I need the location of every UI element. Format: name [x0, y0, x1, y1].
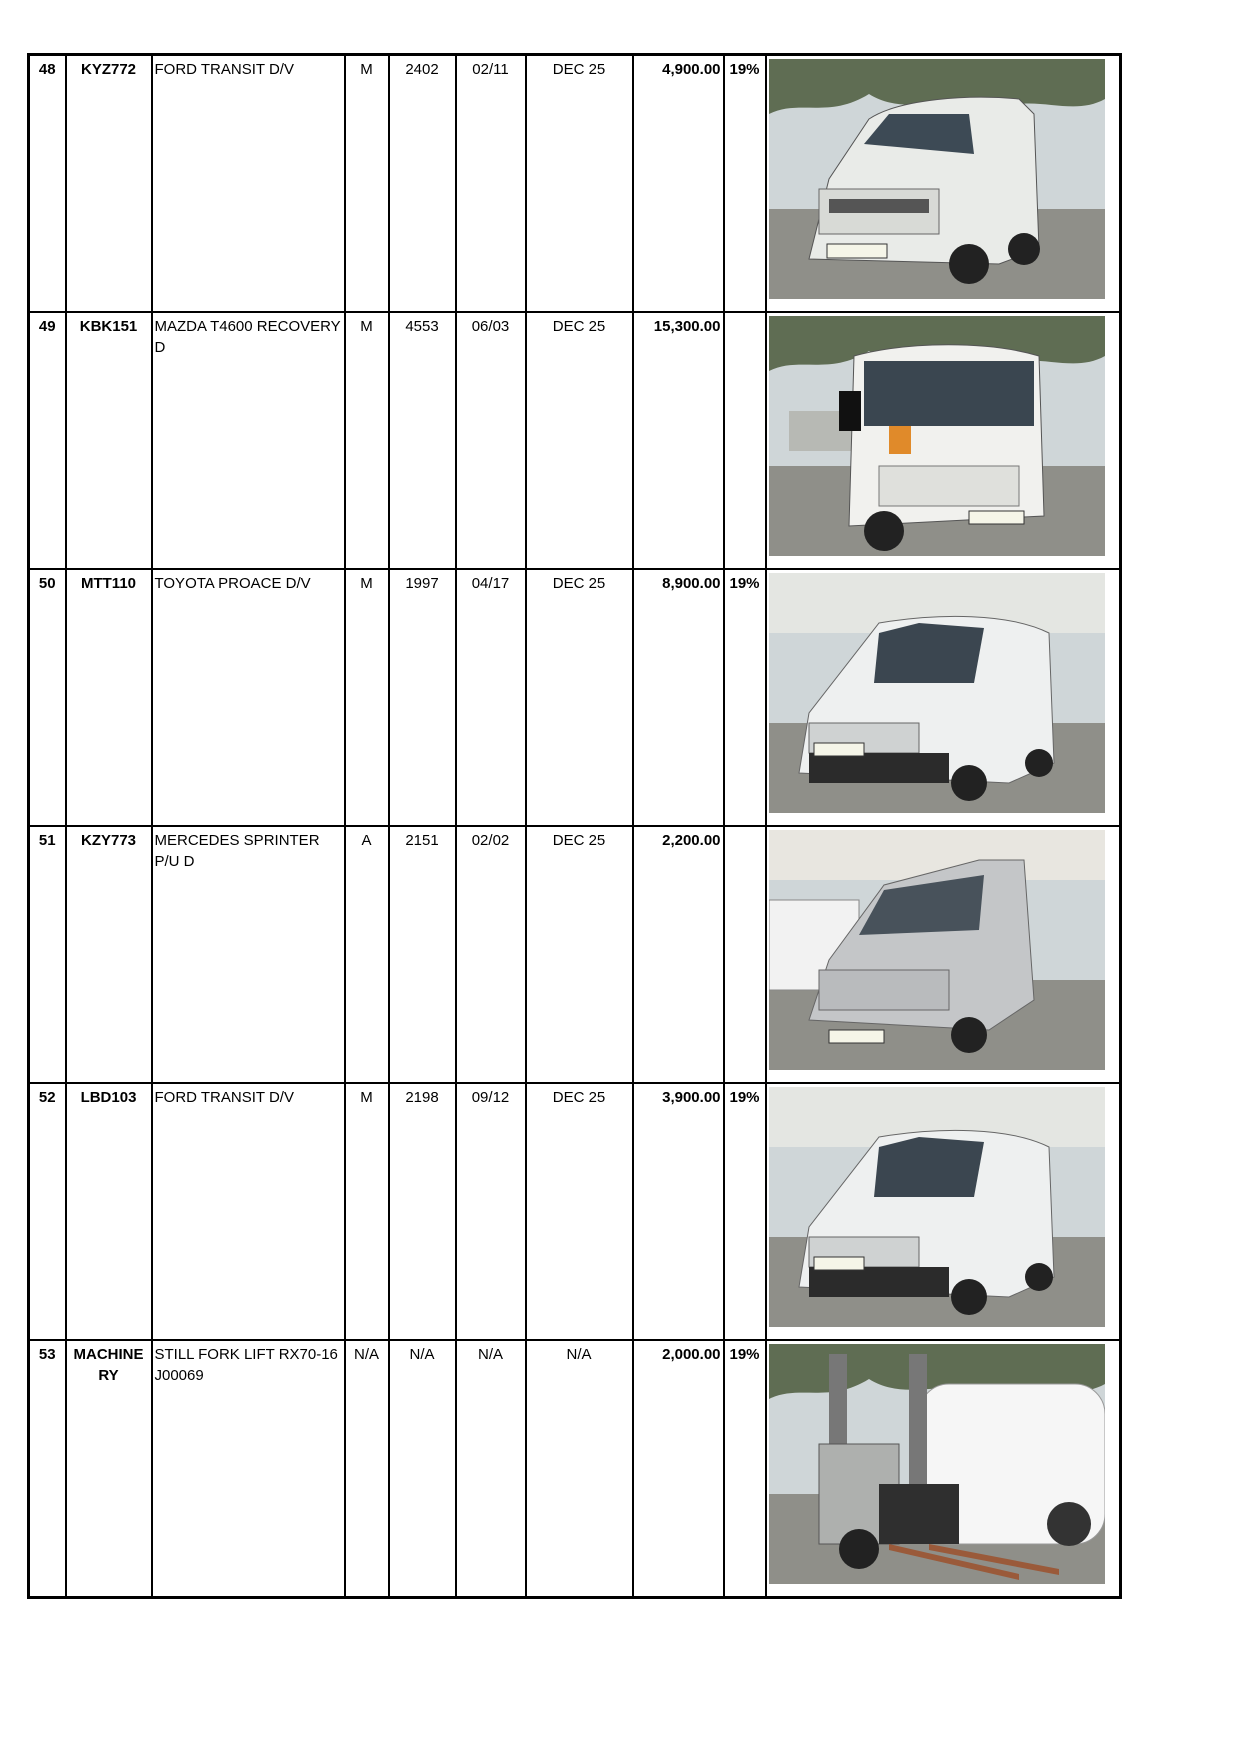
license-plate	[829, 1030, 884, 1043]
vat-rate: 19%	[724, 1340, 766, 1598]
vehicle-photo	[769, 830, 1105, 1070]
price: 4,900.00	[633, 55, 724, 313]
registration-date: 04/17	[456, 569, 526, 826]
engine-cc: 2402	[389, 55, 456, 313]
table-row	[29, 826, 1121, 1083]
lot-number: 52	[29, 1083, 66, 1340]
lot-number: 53	[29, 1340, 66, 1598]
engine-cc: 2151	[389, 826, 456, 1083]
vehicle-photo-cell	[766, 569, 1121, 826]
engine-cc: 1997	[389, 569, 456, 826]
vehicle-photo	[769, 1087, 1105, 1327]
price: 8,900.00	[633, 569, 724, 826]
vehicle-description: FORD TRANSIT D/V	[152, 55, 345, 313]
registration-date: N/A	[456, 1340, 526, 1598]
vat-rate: 19%	[724, 1083, 766, 1340]
lot-number: 51	[29, 826, 66, 1083]
license-plate	[814, 743, 864, 756]
registration: MACHINE RY	[66, 1340, 152, 1598]
transmission: M	[345, 569, 389, 826]
engine-cc: N/A	[389, 1340, 456, 1598]
lot-number: 49	[29, 312, 66, 569]
vehicle-description: STILL FORK LIFT RX70-16 J00069	[152, 1340, 345, 1598]
vehicle-description: FORD TRANSIT D/V	[152, 1083, 345, 1340]
registration: KZY773	[66, 826, 152, 1083]
registration: MTT110	[66, 569, 152, 826]
mot-expiry: DEC 25	[526, 1083, 633, 1340]
price: 2,200.00	[633, 826, 724, 1083]
table-row	[29, 1083, 1121, 1340]
vat-rate	[724, 312, 766, 569]
registration: LBD103	[66, 1083, 152, 1340]
vehicle-description: MAZDA T4600 RECOVERY D	[152, 312, 345, 569]
mot-expiry: N/A	[526, 1340, 633, 1598]
mot-expiry: DEC 25	[526, 312, 633, 569]
registration-date: 09/12	[456, 1083, 526, 1340]
table-row	[29, 1340, 1121, 1598]
registration: KBK151	[66, 312, 152, 569]
vehicle-photo-cell	[766, 1083, 1121, 1340]
transmission: M	[345, 55, 389, 313]
transmission: M	[345, 312, 389, 569]
vehicle-photo-cell	[766, 55, 1121, 313]
table-row	[29, 312, 1121, 569]
vehicle-photo-cell	[766, 312, 1121, 569]
vat-rate	[724, 826, 766, 1083]
table-row	[29, 569, 1121, 826]
mot-expiry: DEC 25	[526, 569, 633, 826]
license-plate	[969, 511, 1024, 524]
price: 15,300.00	[633, 312, 724, 569]
lot-number: 48	[29, 55, 66, 313]
engine-cc: 4553	[389, 312, 456, 569]
license-plate	[827, 244, 887, 258]
price: 3,900.00	[633, 1083, 724, 1340]
vehicle-photo	[769, 316, 1105, 556]
registration-date: 02/02	[456, 826, 526, 1083]
price: 2,000.00	[633, 1340, 724, 1598]
transmission: N/A	[345, 1340, 389, 1598]
mot-expiry: DEC 25	[526, 55, 633, 313]
vehicle-photo-cell	[766, 826, 1121, 1083]
lot-number: 50	[29, 569, 66, 826]
table-row	[29, 55, 1121, 313]
vehicle-photo	[769, 1344, 1105, 1584]
vehicle-description: MERCEDES SPRINTER P/U D	[152, 826, 345, 1083]
vehicle-photo-cell	[766, 1340, 1121, 1598]
vehicle-photo	[769, 59, 1105, 299]
registration: KYZ772	[66, 55, 152, 313]
engine-cc: 2198	[389, 1083, 456, 1340]
vehicle-listing-table	[27, 53, 1122, 1599]
mot-expiry: DEC 25	[526, 826, 633, 1083]
vat-rate: 19%	[724, 55, 766, 313]
registration-date: 02/11	[456, 55, 526, 313]
license-plate	[814, 1257, 864, 1270]
vehicle-description: TOYOTA PROACE D/V	[152, 569, 345, 826]
vehicle-photo	[769, 573, 1105, 813]
transmission: A	[345, 826, 389, 1083]
vat-rate: 19%	[724, 569, 766, 826]
transmission: M	[345, 1083, 389, 1340]
registration-date: 06/03	[456, 312, 526, 569]
